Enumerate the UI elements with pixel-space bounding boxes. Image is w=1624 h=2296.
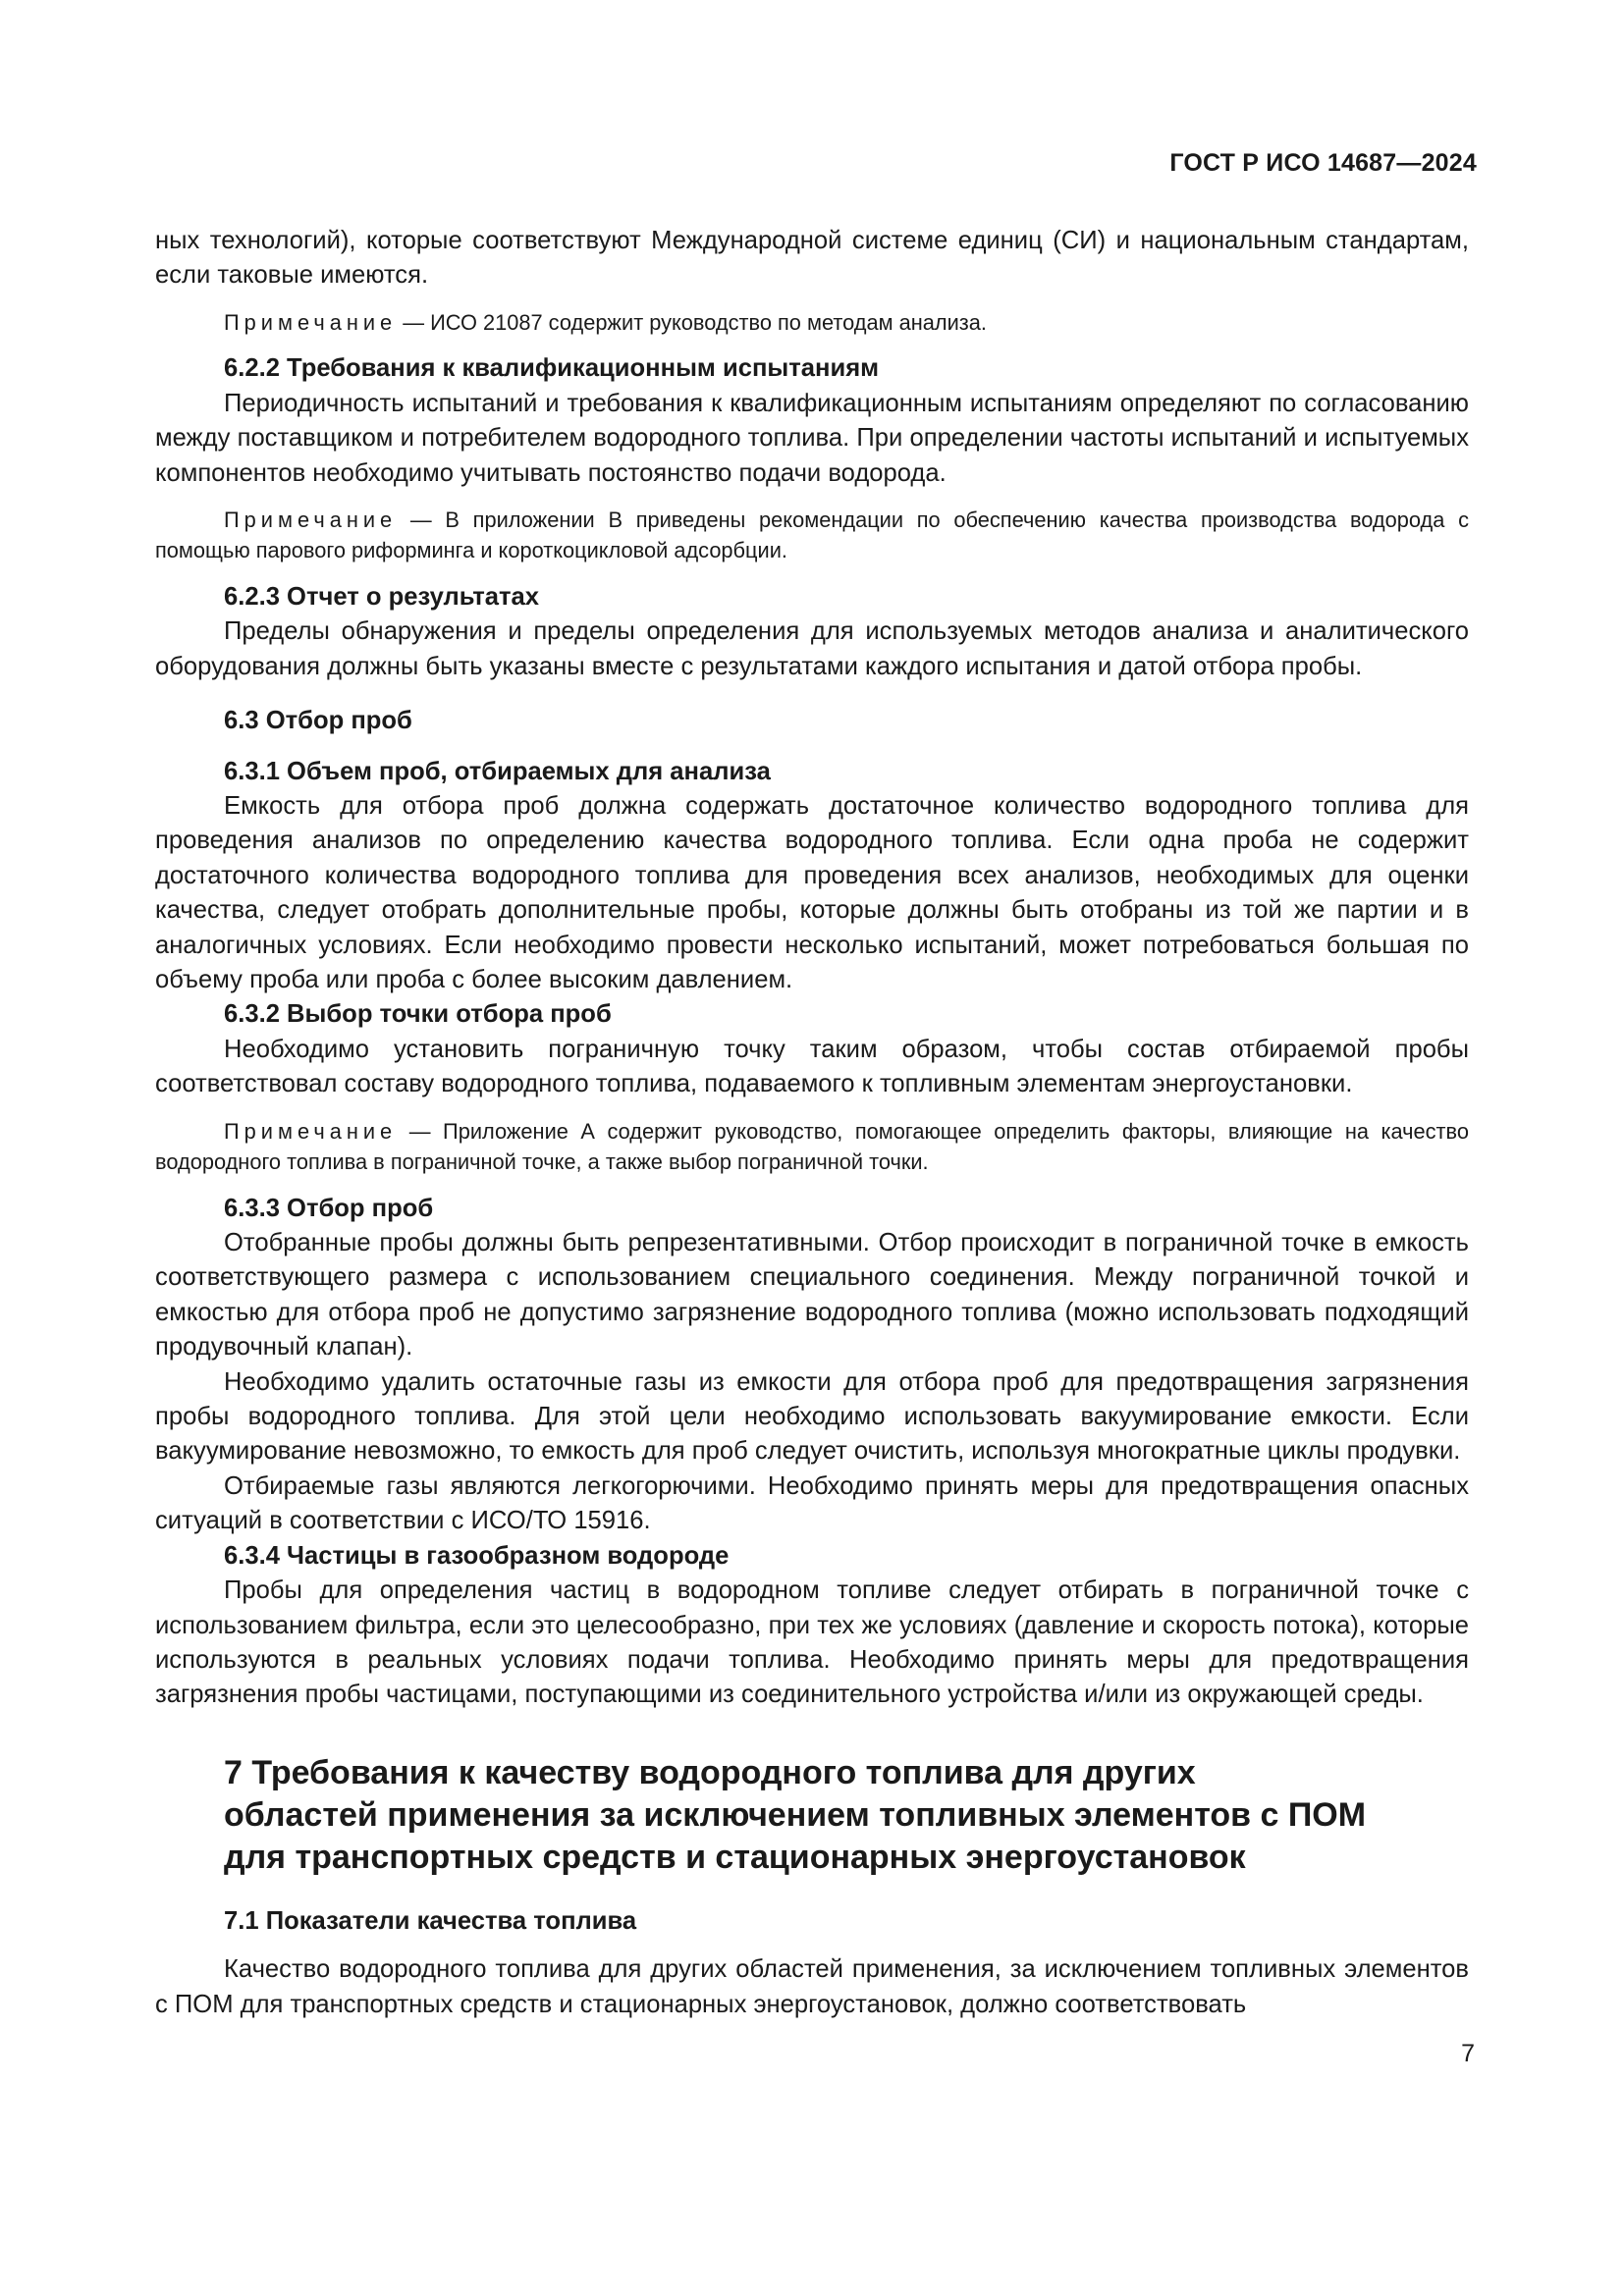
page-number: 7: [1461, 2040, 1475, 2067]
paragraph-6-3-3-a: Отобранные пробы должны быть репрезентативными. Отбор происходит в пограничной точке в емкость соответствующего размера с использованием специального соединения. Между пограничной точкой и емкостью для отбора проб не допустимо загрязнение водородного топлива (можно использовать подходящий продувочный клапан).: [155, 1229, 1469, 1362]
note-2-text: — В приложении В приведены рекомендации по обеспечению качества производства водорода с помощью парового риформинга и короткоцикловой адсорбции.: [155, 507, 1469, 563]
note-label: Примечание: [224, 1118, 398, 1144]
heading-6-3-3: 6.3.3 Отбор проб: [224, 1194, 434, 1222]
note-2: [155, 505, 1469, 566]
paragraph-6-3-3-b: Необходимо удалить остаточные газы из емкости для отбора проб для предотвращения загрязнения пробы водородного топлива. Для этой цели необходимо использовать вакуумирование емкости. Если вакуумирование невозможно, то емкость для проб следует очистить, используя многократные циклы продувки.: [155, 1367, 1469, 1466]
heading-6-3: 6.3 Отбор проб: [224, 707, 412, 735]
heading-6-3-1: 6.3.1 Объем проб, отбираемых для анализа: [224, 757, 771, 785]
heading-7-line-1: 7 Требования к качеству водородного топлива для других: [224, 1753, 1196, 1791]
heading-section-7: [155, 1752, 1469, 1879]
heading-7-line-3: для транспортных средств и стационарных энергоустановок: [224, 1838, 1246, 1876]
paragraph-intro: ных технологий), которые соответствуют Международной системе единиц (СИ) и национальным стандартам, если таковые имеются.: [155, 227, 1469, 290]
document-code-header: ГОСТ Р ИСО 14687—2024: [1169, 149, 1477, 177]
heading-6-2-3: 6.2.3 Отчет о результатах: [224, 582, 539, 611]
heading-7-line-2: областей применения за исключением топливных элементов с ПОМ: [224, 1795, 1367, 1834]
paragraph-6-3-1: Емкость для отбора проб должна содержать достаточное количество водородного топлива для проведения анализов по определению качества водородного топлива. Если одна проба не содержит достаточного количества водородного топлива для проведения всех анализов, необходимых для оценки качества, следует отобрать дополнительные пробы, которые должны быть отобраны из той же партии и в аналогичных условиях. Если необходимо провести несколько испытаний, может потребоваться большая по объему проба или проба с более высоким давлением.: [155, 791, 1469, 993]
paragraph-6-2-2: Периодичность испытаний и требования к квалификационным испытаниям определяют по согласованию между поставщиком и потребителем водородного топлива. При определении частоты испытаний и испытуемых компонентов необходимо учитывать постоянство подачи водорода.: [155, 389, 1469, 487]
paragraph-6-3-3-c: Отбираемые газы являются легкогорючими. Необходимо принять меры для предотвращения опасных ситуаций в соответствии с ИСО/ТО 15916.: [155, 1471, 1469, 1535]
paragraph-6-3-2: Необходимо установить пограничную точку таким образом, чтобы состав отбираемой пробы соответствовал составу водородного топлива, подаваемого к топливным элементам энергоустановки.: [155, 1035, 1469, 1098]
heading-6-3-2: 6.3.2 Выбор точки отбора проб: [224, 1000, 612, 1029]
heading-6-3-4: 6.3.4 Частицы в газообразном водороде: [224, 1541, 730, 1570]
note-label: Примечание: [224, 309, 398, 335]
note-3-text: — Приложение А содержит руководство, помогающее определить факторы, влияющие на качество водородного топлива в пограничной точке, а также выбор пограничной точки.: [155, 1118, 1469, 1175]
paragraph-7-1: Качество водородного топлива для других областей применения, за исключением топливных элементов с ПОМ для транспортных средств и стационарных энергоустановок, должно соответствовать: [155, 1955, 1469, 2018]
note-label: Примечание: [224, 507, 398, 532]
heading-7-1: 7.1 Показатели качества топлива: [224, 1906, 637, 1935]
heading-6-2-2: 6.2.2 Требования к квалификационным испытаниям: [224, 354, 880, 383]
note-3: [155, 1116, 1469, 1178]
note-1-text: — ИСО 21087 содержит руководство по методам анализа.: [397, 309, 987, 335]
note-1: [155, 307, 1469, 339]
paragraph-6-3-4: Пробы для определения частиц в водородном топливе следует отбирать в пограничной точке с использованием фильтра, если это целесообразно, при тех же условиях (давление и скорость потока), которые используются в реальных условиях подачи топлива. Необходимо принять меры для предотвращения загрязнения пробы частицами, поступающими из соединительного устройства и/или из окружающей среды.: [155, 1576, 1469, 1709]
paragraph-6-2-3: Пределы обнаружения и пределы определения для используемых методов анализа и аналитического оборудования должны быть указаны вместе с результатами каждого испытания и датой отбора пробы.: [155, 617, 1469, 680]
page-content: [155, 224, 1469, 2022]
